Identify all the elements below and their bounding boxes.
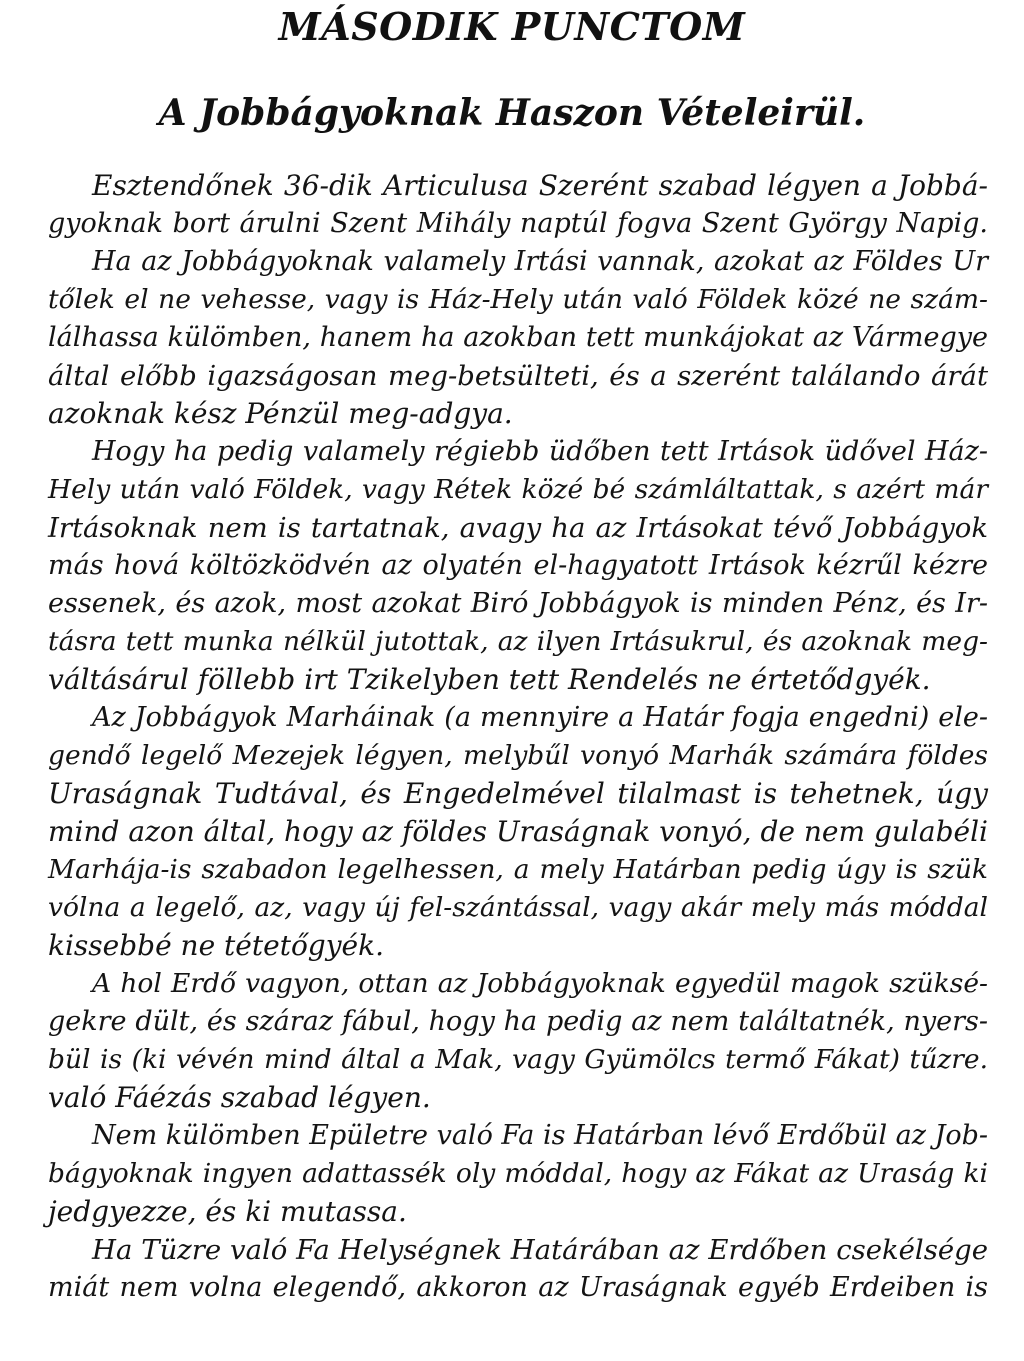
- text-line: Hogy ha pedig valamely régiebb üdőben tett Irtások üdővel Ház-: [92, 436, 988, 467]
- text-line: Marhája-is szabadon legelhessen, a mely Határban pedig úgy is szük: [48, 854, 988, 885]
- text-line: essenek, és azok, most azokat Biró Jobbágyok is minden Pénz, és Ir-: [48, 588, 988, 619]
- text-line: Ha Tüzre való Fa Helységnek Határában az Erdőben csekélsége: [92, 1234, 988, 1266]
- text-line: Nem külömben Epületre való Fa is Határban lévő Erdőbül az Job-: [92, 1120, 989, 1151]
- text-line: lálhassa külömben, hanem ha azokban tett munkájokat az Vármegye: [48, 322, 988, 353]
- text-line: való Fáézás szabad légyen.: [48, 1081, 431, 1114]
- section-title: MÁSODIK PUNCTOM: [278, 4, 746, 49]
- text-line: Ha az Jobbágyoknak valamely Irtási vannak, azokat az Földes Ur: [92, 246, 988, 277]
- text-line: mind azon által, hogy az földes Uraságnak vonyó, de nem gulabéli: [48, 815, 988, 848]
- text-line: A hol Erdő vagyon, ottan az Jobbágyoknak egyedül magok szüksé-: [92, 968, 988, 999]
- text-line: váltásárul föllebb irt Tzikelyben tett Rendelés ne értetődgyék.: [48, 663, 931, 696]
- text-line: gyoknak bort árulni Szent Mihály naptúl fogva Szent György Napig.: [48, 208, 988, 239]
- text-line: kissebbé ne tétetőgyék.: [48, 929, 384, 962]
- section-subtitle: A Jobbágyoknak Haszon Vételeirül.: [158, 92, 866, 134]
- text-line: Az Jobbágyok Marháinak (a mennyire a Határ fogja engedni) ele-: [92, 702, 988, 733]
- text-line: bágyoknak ingyen adattassék oly móddal, hogy az Fákat az Uraság ki: [48, 1158, 988, 1189]
- text-line: által előbb igazságosan meg-betsülteti, és a szerént találando árát: [48, 360, 988, 392]
- text-line: azoknak kész Pénzül meg-adgya.: [48, 397, 513, 430]
- text-line: Uraságnak Tudtával, és Engedelmével tilalmast is tehetnek, úgy: [48, 777, 988, 810]
- text-line: más hová költözködvén az olyatén el-hagyatott Irtások kézrűl kézre: [48, 550, 988, 581]
- text-line: jedgyezze, és ki mutassa.: [48, 1195, 407, 1228]
- text-line: Hely után való Földek, vagy Rétek közé bé számláltattak, s azért már: [48, 474, 988, 505]
- text-line: bül is (ki vévén mind által a Mak, vagy Gyümölcs termő Fákat) tűzre.: [48, 1044, 988, 1075]
- text-line: gendő legelő Mezejek légyen, melybűl vonyó Marhák számára földes: [48, 740, 988, 771]
- text-line: Irtásoknak nem is tartatnak, avagy ha az Irtásokat tévő Jobbágyok: [48, 512, 988, 544]
- text-line: tőlek el ne vehesse, vagy is Ház-Hely után való Földek közé ne szám-: [48, 284, 988, 315]
- text-line: vólna a legelő, az, vagy új fel-szántással, vagy akár mely más móddal: [48, 892, 988, 923]
- text-line: Esztendőnek 36-dik Articulusa Szerént szabad légyen a Jobbá-: [92, 169, 988, 202]
- text-line: miát nem volna elegendő, akkoron az Uraságnak egyéb Erdeiben is: [48, 1272, 988, 1303]
- text-line: tásra tett munka nélkül jutottak, az ilyen Irtásukrul, és azoknak meg-: [48, 626, 988, 657]
- text-line: gekre dült, és száraz fábul, hogy ha pedig az nem találtatnék, nyers-: [48, 1006, 988, 1037]
